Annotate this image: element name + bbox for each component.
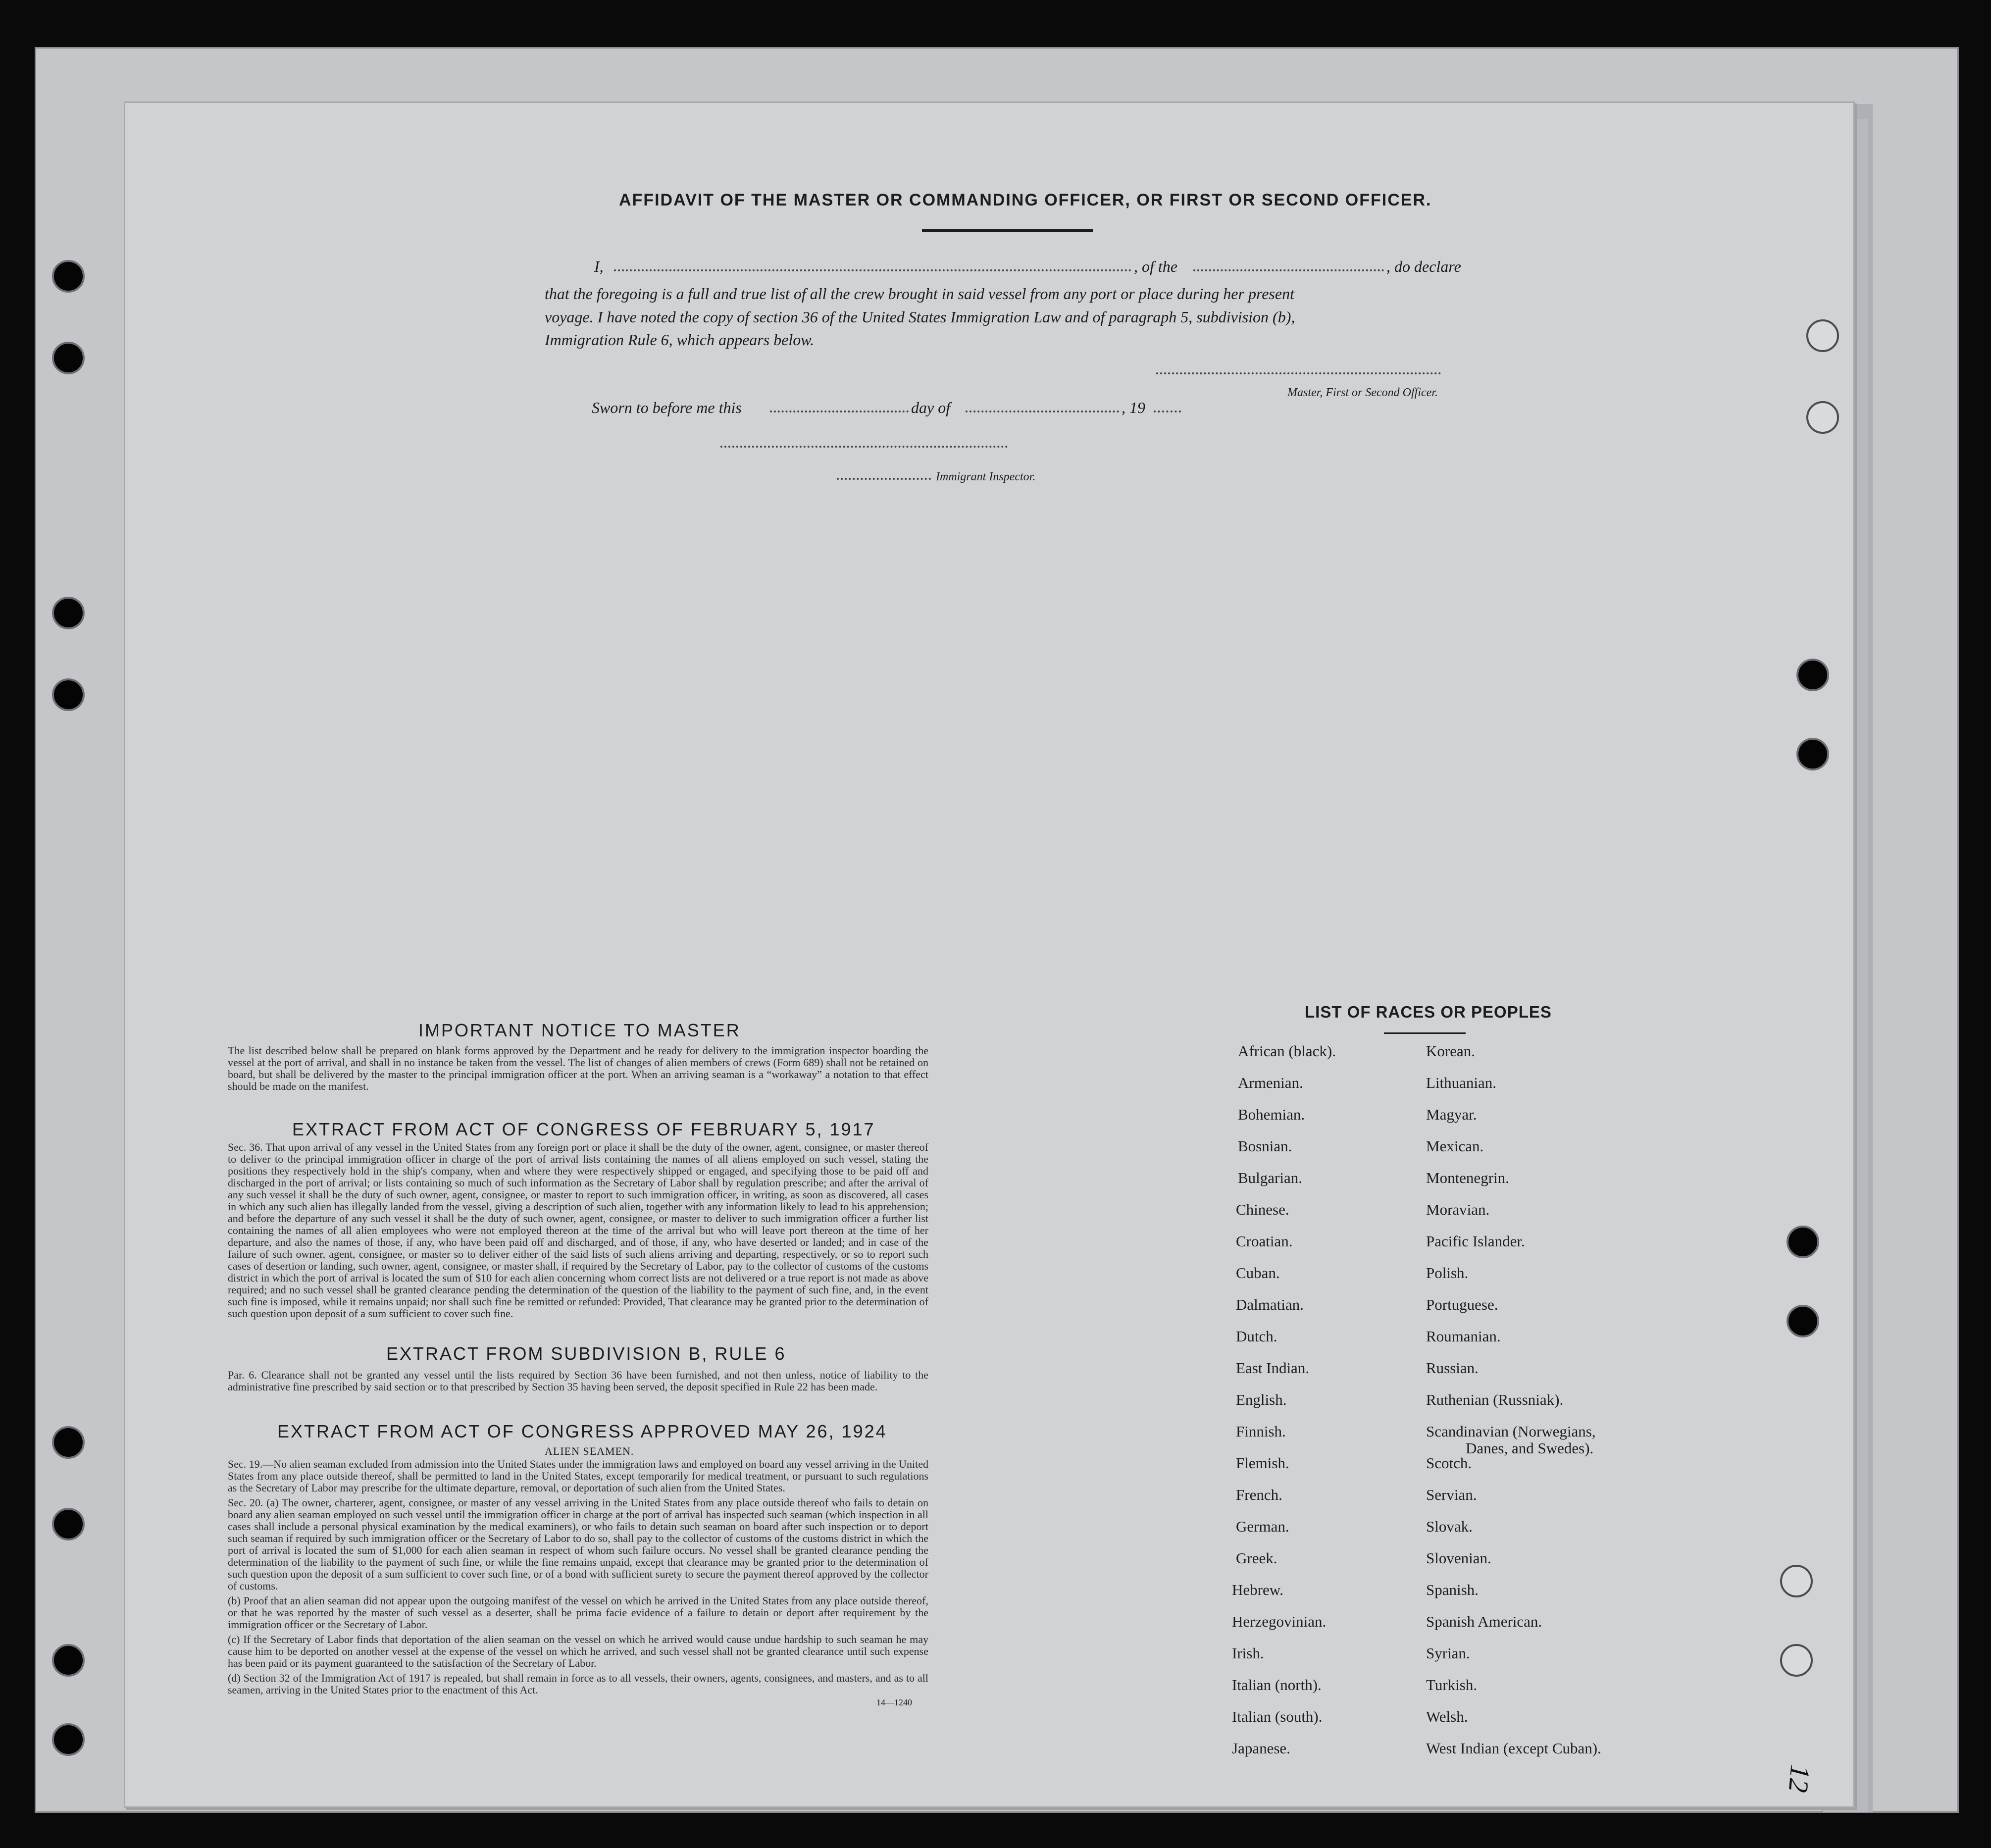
inspector-label: Immigrant Inspector. (936, 470, 1036, 483)
extract-1924-subtitle: ALIEN SEAMEN. (545, 1445, 634, 1457)
extract-1924-p2: Sec. 20. (a) The owner, charterer, agent, consignee, or master of any vessel arriving in the United States from any place outside thereof who fails to detain on board any alien seaman employed on such vessel until the immigration officer in charge at the port of arrival has inspected such seaman (which inspection in all cases shall include a personal physical examination by the medical examiners), or who fails to detain such seaman on board after such inspection or to deport such seaman if required by such immigration officer or the Secretary of Labor to do so, shall pay to the collector of customs of the customs district in which the port of arrival is located the sum of $1,000 for each alien seaman in respect of whom such failure occurs. No vessel shall be granted clearance pending the determination of the liability to the payment of such fine, or while the fine remains unpaid, except that clearance may be granted prior to the determination of such question upon the deposit of a sum sufficient to cover such fine, or of a bond with sufficient surety to secure the payment thereof approved by the collector of customs. (228, 1496, 928, 1592)
binder-hole-icon (52, 1426, 85, 1459)
race-item: Servian. (1426, 1486, 1477, 1503)
inspector-prefix-line (837, 478, 931, 480)
race-item: Mexican. (1426, 1137, 1484, 1155)
race-item: Croatian. (1236, 1232, 1293, 1250)
race-item: Montenegrin. (1426, 1169, 1509, 1186)
race-item: Armenian. (1238, 1074, 1303, 1091)
binder-hole-icon (1806, 319, 1839, 352)
race-item: Moravian. (1426, 1201, 1490, 1218)
binder-hole-icon (1796, 659, 1829, 691)
race-item: East Indian. (1236, 1359, 1310, 1377)
race-item: Scandinavian (Norwegians, (1426, 1423, 1596, 1440)
race-item: Dalmatian. (1236, 1296, 1304, 1313)
sworn-line (592, 399, 1186, 420)
margin-page-number: 12 (1782, 1763, 1816, 1794)
race-item: Japanese. (1232, 1740, 1290, 1757)
race-item: Welsh. (1426, 1708, 1468, 1725)
extract-1917-text: Sec. 36. That upon arrival of any vessel in the United States from any foreign port or place it shall be the duty of the owner, agent, consignee, or master thereof to deliver to the principal immigration officer in charge of the port of arrival lists containing the names of all aliens employed on such vessel, stating the positions they respectively hold in the ship's company, when and where they were respectively shipped or engaged, and specifying those to be paid off and discharged in the port of arrival; or lists containing so much of such information as the Secretary of Labor shall by regulation prescribe; and after the arrival of any such vessel it shall be the duty of such owner, agent, consignee, or master to report to such immigration officer, in writing, as soon as discovered, all cases in which any such alien has illegally landed from the vessel, giving a description of such alien, together with any information likely to lead to his apprehension; and before the departure of any such vessel it shall be the duty of such owner, agent, consignee, or master to deliver to such immigration officer a further list containing the names of all alien employees who were not employed thereon at the time of the arrival but who will leave port thereon at the time of her departure, and also the names of those, if any, who have been paid off and discharged, and of those, if any, who have deserted or landed; and in case of the failure of such owner, agent, consignee, or master so to deliver either of the said lists of such aliens arriving and departing, respectively, or so to report such cases of desertion or landing, such owner, agent, consignee, or master shall, if required by the Secretary of Labor, pay to the collector of customs of the customs district in which the port of arrival is located the sum of $10 for each alien concerning whom correct lists are not delivered or a true report is not made as above required; and no such vessel shall be granted clearance pending the determination of the question of the liability to the payment of such fine, and, in the event such fine is imposed, while it remains unpaid; nor shall such fine be remitted or refunded: Provided, That clearance may be granted prior to the determination of such question upon deposit of a sum sufficient to cover such fine. (228, 1141, 928, 1320)
race-item: Hebrew. (1232, 1581, 1283, 1598)
race-item: Pacific Islander. (1426, 1232, 1525, 1250)
extract-1924-body (228, 1458, 928, 1696)
binder-hole-icon (1780, 1644, 1813, 1677)
race-item: Russian. (1426, 1359, 1479, 1377)
race-item: Korean. (1426, 1042, 1475, 1060)
race-item: Dutch. (1236, 1328, 1277, 1345)
race-item: Irish. (1232, 1644, 1264, 1662)
affidavit-i: I, (594, 257, 604, 275)
race-item: Italian (south). (1232, 1708, 1323, 1725)
binder-hole-icon (1780, 1565, 1813, 1597)
master-label: Master, First or Second Officer. (1287, 386, 1438, 399)
binder-hole-icon (52, 1508, 85, 1540)
race-item: English. (1236, 1391, 1287, 1408)
races-title-rule (1384, 1032, 1466, 1034)
race-item: Scotch. (1426, 1454, 1472, 1472)
extract-1924-p4: (c) If the Secretary of Labor finds that deportation of the alien seaman on the vessel on which he arrived would cause undue hardship to such seaman he may cause him to be deported on another vessel at the expense of the vessel on which he arrived, and such vessel shall not be granted clearance until such expense has been paid or its payment guaranteed to the satisfaction of the Secretary of Labor. (228, 1633, 928, 1669)
extract-1924-title: EXTRACT FROM ACT OF CONGRESS APPROVED MAY 26, 1924 (277, 1421, 887, 1441)
binder-hole-icon (52, 342, 85, 374)
binder-hole-icon (52, 597, 85, 629)
race-item: Greek. (1236, 1549, 1277, 1567)
race-item: Danes, and Swedes). (1466, 1439, 1594, 1457)
name-blank (614, 269, 1131, 271)
affidavit-line-1 (594, 257, 1476, 279)
affidavit-declare: , do declare (1386, 257, 1461, 275)
title-rule (922, 229, 1093, 232)
race-item: Flemish. (1236, 1454, 1289, 1472)
master-signature-line (1156, 372, 1441, 374)
races-title: LIST OF RACES OR PEOPLES (1305, 1003, 1552, 1021)
race-item: Chinese. (1236, 1201, 1289, 1218)
extract-1924-p5: (d) Section 32 of the Immigration Act of 1917 is repealed, but shall remain in force as to all vessels, their owners, agents, consignees, and masters, and as to all seamen, arriving in the United States prior to the enactment of this Act. (228, 1672, 928, 1696)
race-item: Spanish American. (1426, 1613, 1542, 1630)
race-item: Syrian. (1426, 1644, 1470, 1662)
year-blank (1154, 411, 1181, 412)
year-text: , 19 (1122, 399, 1145, 416)
extract-1917-title: EXTRACT FROM ACT OF CONGRESS OF FEBRUARY 5, 1917 (292, 1119, 875, 1139)
notice-text: The list described below shall be prepared on blank forms approved by the Department and be ready for delivery to the immigration inspector boarding the vessel at the port of arrival, and shall in no instance be taken from the vessel. The list of changes of alien members of crews (Form 689) shall not be retained on board, but shall be delivered by the master to the principal immigration officer at the port. When an arriving seaman is a “workaway” a notation to that effect should be made on the manifest. (228, 1044, 928, 1092)
race-item: Italian (north). (1232, 1676, 1322, 1694)
binder-hole-icon (1806, 401, 1839, 434)
race-item: Bohemian. (1238, 1106, 1305, 1123)
binder-hole-icon (52, 1644, 85, 1677)
race-item: Turkish. (1426, 1676, 1478, 1694)
race-item: Bosnian. (1238, 1137, 1292, 1155)
binder-hole-icon (52, 260, 85, 293)
binder-hole-icon (1796, 738, 1829, 770)
affidavit-title: AFFIDAVIT OF THE MASTER OR COMMANDING OFFICER, OR FIRST OR SECOND OFFICER. (619, 191, 1432, 209)
vessel-blank (1193, 269, 1384, 271)
races-column-2 (1426, 1042, 1684, 1760)
binder-hole-icon (52, 678, 85, 711)
extract-1924-p1: Sec. 19.—No alien seaman excluded from admission into the United States under the immigration laws and employed on board any vessel arriving in the United States from any place outside thereof, shall be permitted to land in the United States, except temporarily for medical treatment, or pursuant to such regulations as the Secretary of Labor may prescribe for the ultimate departure, removal, or deportation of such alien from the United States. (228, 1458, 929, 1494)
binder-hole-icon (1787, 1226, 1819, 1258)
affidavit-of-the: , of the (1134, 257, 1177, 275)
race-item: West Indian (except Cuban). (1426, 1740, 1601, 1757)
race-item: Magyar. (1426, 1106, 1477, 1123)
race-item: Portuguese. (1426, 1296, 1498, 1313)
affidavit-line-4: Immigration Rule 6, which appears below. (545, 331, 815, 349)
races-column-1 (1232, 1042, 1426, 1760)
race-item: Bulgarian. (1238, 1169, 1302, 1186)
extract-rule6-title: EXTRACT FROM SUBDIVISION B, RULE 6 (386, 1343, 786, 1364)
sworn-text: Sworn to before me this (592, 399, 742, 416)
extract-rule6-text: Par. 6. Clearance shall not be granted any vessel until the lists required by Section 36 have been furnished, and not then unless, notice of liability to the administrative fine prescribed by said section or to that prescribed by Section 35 having been served, the deposit specified in Rule 22 has been made. (228, 1369, 928, 1393)
race-item: Roumanian. (1426, 1328, 1501, 1345)
race-item: Slovenian. (1426, 1549, 1491, 1567)
affidavit-line-2: that the foregoing is a full and true list of all the crew brought in said vessel from any port or place during her present (545, 285, 1294, 303)
race-item: German. (1236, 1518, 1289, 1535)
inspector-signature-line (720, 446, 1008, 448)
form-number: 14—1240 (876, 1697, 912, 1707)
affidavit-line-3: voyage. I have noted the copy of section 36 of the United States Immigration Law and of paragraph 5, subdivision (b), (545, 308, 1295, 326)
extract-1924-p3: (b) Proof that an alien seaman did not appear upon the outgoing manifest of the vessel on which he arrived in the United States from any place outside thereof, or that he was reported by the master of such vessel as a deserter, shall be prima facie evidence of a failure to detain or deport after requirement by the immigration officer or the Secretary of Labor. (228, 1594, 928, 1631)
day-blank (770, 411, 909, 412)
race-item: Lithuanian. (1426, 1074, 1497, 1091)
month-blank (966, 411, 1119, 412)
notice-title: IMPORTANT NOTICE TO MASTER (418, 1020, 741, 1040)
race-item: Polish. (1426, 1264, 1469, 1282)
race-item: Slovak. (1426, 1518, 1473, 1535)
race-item: Ruthenian (Russniak). (1426, 1391, 1564, 1408)
race-item: African (black). (1238, 1042, 1336, 1060)
race-item: Cuban. (1236, 1264, 1280, 1282)
binder-hole-icon (1787, 1305, 1819, 1337)
binder-hole-icon (52, 1723, 85, 1756)
race-item: French. (1236, 1486, 1282, 1503)
race-item: Spanish. (1426, 1581, 1479, 1598)
day-of-text: day of (911, 399, 951, 416)
race-item: Herzegovinian. (1232, 1613, 1327, 1630)
race-item: Finnish. (1236, 1423, 1286, 1440)
